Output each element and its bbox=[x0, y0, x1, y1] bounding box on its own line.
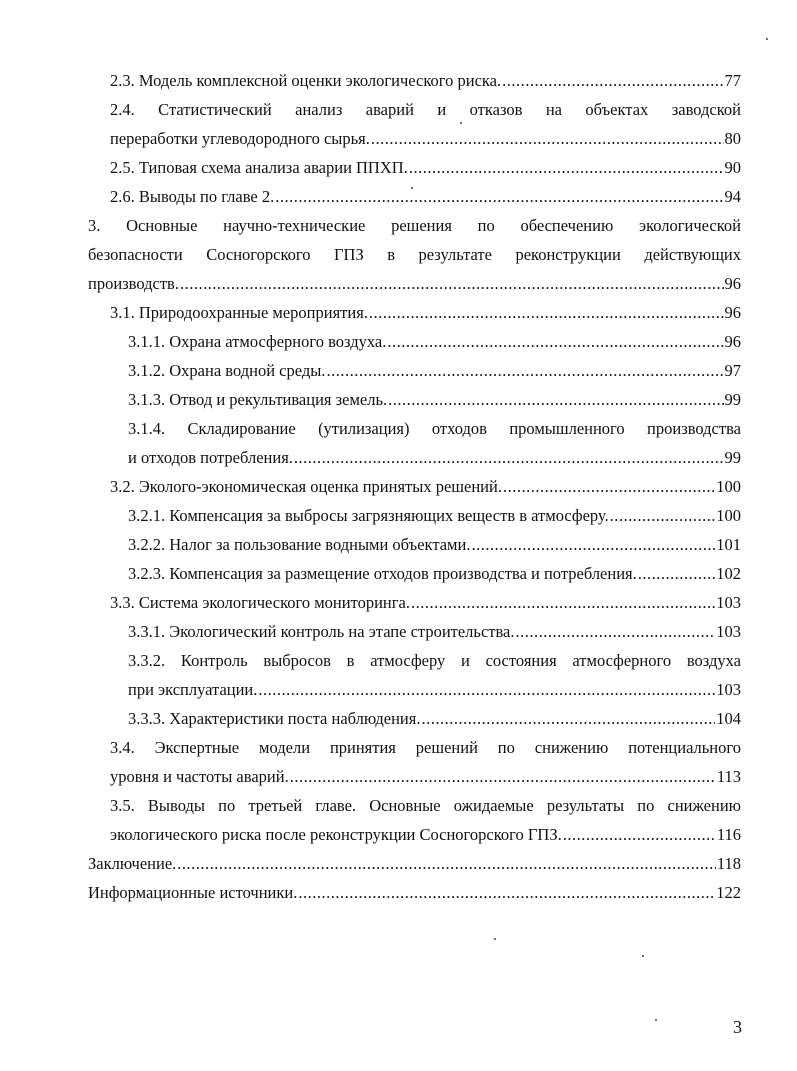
toc-entry-line bbox=[110, 472, 741, 501]
toc-entry-title: 2.3. Модель комплексной оценки экологического риска. bbox=[110, 71, 502, 90]
toc-entry bbox=[128, 385, 741, 414]
toc-entry-page: 122 bbox=[716, 883, 741, 902]
toc-entry-page: 100 bbox=[716, 477, 741, 496]
toc-entry-line bbox=[110, 820, 741, 849]
dot-leader bbox=[258, 675, 715, 704]
dot-leader bbox=[371, 124, 724, 153]
toc-entry-line bbox=[88, 269, 741, 298]
toc-entry bbox=[110, 472, 741, 501]
toc-entry bbox=[110, 182, 741, 211]
toc-entry-title: 3.1.3. Отвод и рекультивация земель. bbox=[128, 390, 388, 409]
toc-entry-line bbox=[128, 501, 741, 530]
toc-entry-line: 3.5. Выводы по третьей главе. Основные ожидаемые результаты по снижению bbox=[110, 796, 741, 815]
toc-entry-page: 103 bbox=[716, 593, 741, 612]
dot-leader bbox=[610, 501, 716, 530]
toc-entry-title: 3.2. Эколого-экономическая оценка принятых решений. bbox=[110, 477, 502, 496]
dot-leader bbox=[177, 849, 716, 878]
toc-entry-line bbox=[128, 559, 741, 588]
dot-leader bbox=[387, 327, 723, 356]
toc-entry bbox=[128, 559, 741, 588]
toc-entry-line bbox=[128, 443, 741, 472]
toc-entry-page: 96 bbox=[724, 303, 741, 322]
dot-leader bbox=[326, 356, 723, 385]
toc-entry-page: 80 bbox=[724, 129, 741, 148]
toc-entry-line bbox=[110, 588, 741, 617]
dot-leader bbox=[411, 588, 715, 617]
toc-entry-title: 3.3.3. Характеристики поста наблюдения. bbox=[128, 709, 421, 728]
toc-entry-line: безопасности Сосногорского ГПЗ в результате реконструкции действующих bbox=[88, 245, 741, 264]
toc-entry bbox=[110, 153, 741, 182]
dot-leader bbox=[369, 298, 724, 327]
toc-entry-page: 77 bbox=[724, 71, 741, 90]
toc-entry-title: и отходов потребления. bbox=[128, 448, 293, 467]
scan-speck bbox=[494, 938, 496, 940]
toc-entry-title: уровня и частоты аварий. bbox=[110, 767, 289, 786]
toc-entry-page: 113 bbox=[716, 767, 741, 786]
scan-speck bbox=[460, 122, 462, 124]
dot-leader bbox=[275, 182, 723, 211]
toc-entry-title: производств. bbox=[88, 274, 179, 293]
toc-entry-page: 96 bbox=[724, 274, 741, 293]
toc-entry-page: 104 bbox=[716, 709, 741, 728]
toc-entry-line: 2.4. Статистический анализ аварий и отказов на объектах заводской bbox=[110, 100, 741, 119]
dot-leader bbox=[180, 269, 724, 298]
toc-entry-line bbox=[128, 385, 741, 414]
toc-entry-page: 118 bbox=[716, 854, 741, 873]
toc-entry bbox=[128, 617, 741, 646]
toc-entry-page: 99 bbox=[724, 448, 741, 467]
dot-leader bbox=[502, 66, 723, 95]
scan-speck bbox=[655, 1019, 657, 1021]
dot-leader bbox=[388, 385, 723, 414]
toc-entry-page: 100 bbox=[716, 506, 741, 525]
toc-entry-line bbox=[128, 356, 741, 385]
toc-entry-title: Информационные источники. bbox=[88, 883, 298, 902]
toc-entry-page: 96 bbox=[724, 332, 741, 351]
toc-entry bbox=[128, 704, 741, 733]
toc-entry-page: 101 bbox=[716, 535, 741, 554]
toc-entry-title: 2.5. Типовая схема анализа аварии ППХП. bbox=[110, 158, 408, 177]
dot-leader bbox=[409, 153, 724, 182]
toc-entry bbox=[128, 356, 741, 385]
toc-entry-page: 90 bbox=[724, 158, 741, 177]
toc-entry bbox=[110, 791, 741, 849]
toc-entry bbox=[128, 646, 741, 704]
toc-entry-line: 3.4. Экспертные модели принятия решений по снижению потенциального bbox=[110, 738, 741, 757]
toc-entry-line: 3.3.2. Контроль выбросов в атмосферу и состояния атмосферного воздуха bbox=[128, 651, 741, 670]
toc-entry bbox=[128, 327, 741, 356]
toc-entry-line bbox=[128, 704, 741, 733]
toc-entry bbox=[88, 849, 741, 878]
dot-leader bbox=[290, 762, 716, 791]
toc-entry-line bbox=[110, 124, 741, 153]
toc-entry-line bbox=[128, 530, 741, 559]
toc-entry-title: 3.2.3. Компенсация за размещение отходов производства и потребления. bbox=[128, 564, 637, 583]
toc-entry bbox=[128, 501, 741, 530]
toc-entry-page: 94 bbox=[724, 187, 741, 206]
toc-entry-page: 103 bbox=[716, 680, 741, 699]
toc-entry bbox=[110, 298, 741, 327]
dot-leader bbox=[638, 559, 716, 588]
toc-entry bbox=[128, 414, 741, 472]
toc-entry-title: переработки углеводородного сырья. bbox=[110, 129, 370, 148]
dot-leader bbox=[563, 820, 716, 849]
dot-leader bbox=[503, 472, 715, 501]
toc-entry-line bbox=[110, 66, 741, 95]
dot-leader bbox=[471, 530, 715, 559]
toc-entry-title: 2.6. Выводы по главе 2. bbox=[110, 187, 275, 206]
toc-entry-line: 3. Основные научно-технические решения по обеспечению экологической bbox=[88, 216, 741, 235]
toc-entry-title: 3.3. Система экологического мониторинга. bbox=[110, 593, 410, 612]
toc-entry bbox=[110, 733, 741, 791]
toc-entry-line bbox=[110, 153, 741, 182]
toc-entry bbox=[110, 588, 741, 617]
toc-entry-title: 3.2.1. Компенсация за выбросы загрязняющих веществ в атмосферу. bbox=[128, 506, 609, 525]
toc-entry-title: Заключение. bbox=[88, 854, 177, 873]
dot-leader bbox=[294, 443, 724, 472]
toc-entry-title: 3.1.1. Охрана атмосферного воздуха. bbox=[128, 332, 387, 351]
page-number: 3 bbox=[733, 1017, 742, 1037]
scan-speck bbox=[642, 955, 644, 957]
scan-speck bbox=[411, 187, 413, 189]
toc-entry-line bbox=[88, 878, 741, 907]
toc-entry bbox=[88, 211, 741, 298]
dot-leader bbox=[516, 617, 716, 646]
toc-entry-title: 3.2.2. Налог за пользование водными объектами. bbox=[128, 535, 471, 554]
toc-entry-page: 116 bbox=[716, 825, 741, 844]
toc-entry-line bbox=[110, 762, 741, 791]
toc-entry-line bbox=[128, 327, 741, 356]
toc-entry-line bbox=[110, 182, 741, 211]
toc-entry bbox=[88, 878, 741, 907]
toc-entry-title: при эксплуатации. bbox=[128, 680, 258, 699]
dot-leader bbox=[421, 704, 715, 733]
toc-entry-title: экологического риска после реконструкции Сосногорского ГПЗ. bbox=[110, 825, 562, 844]
toc-entry-line: 3.1.4. Складирование (утилизация) отходов промышленного производства bbox=[128, 419, 741, 438]
toc-entry-title: 3.1. Природоохранные мероприятия. bbox=[110, 303, 368, 322]
toc-entry-title: 3.1.2. Охрана водной среды. bbox=[128, 361, 326, 380]
toc-entry-title: 3.3.1. Экологический контроль на этапе строительства. bbox=[128, 622, 515, 641]
toc-entry-line bbox=[110, 298, 741, 327]
toc-entry-line bbox=[128, 675, 741, 704]
scan-speck bbox=[766, 38, 768, 40]
toc-entry-page: 97 bbox=[724, 361, 741, 380]
toc-entry-page: 99 bbox=[724, 390, 741, 409]
toc-entry-page: 102 bbox=[716, 564, 741, 583]
toc-entry-line bbox=[128, 617, 741, 646]
toc-entry bbox=[110, 95, 741, 153]
toc-entry bbox=[110, 66, 741, 95]
toc-entry bbox=[128, 530, 741, 559]
dot-leader bbox=[298, 878, 715, 907]
toc-entry-line bbox=[88, 849, 741, 878]
toc-entry-page: 103 bbox=[716, 622, 741, 641]
